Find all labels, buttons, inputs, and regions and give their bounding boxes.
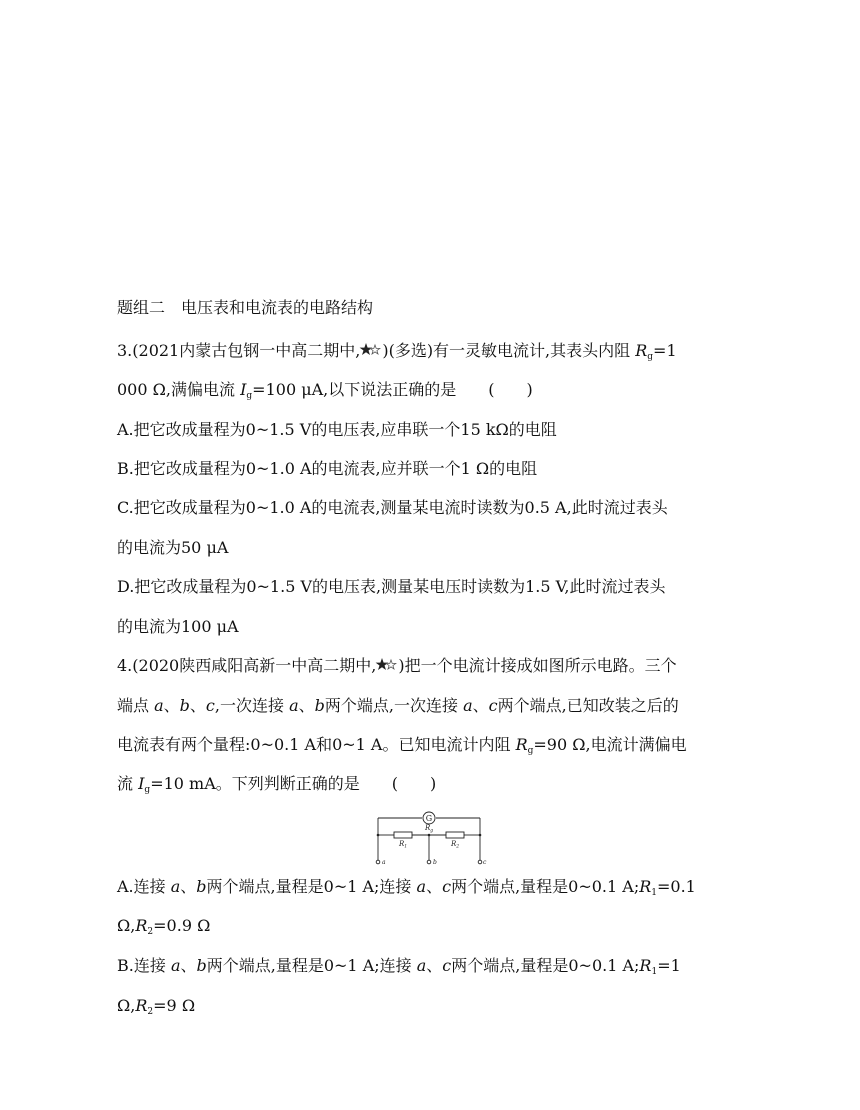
- junction-mid-icon: [428, 834, 431, 837]
- q4-option-a-line-1: A.连接 a、b两个端点,量程是0~1 A;连接 a、c两个端点,量程是0~0.1 $A;R_1=0.1$: [117, 877, 696, 898]
- q3-option-b: B.把它改成量程为0~1.0 A的电流表,应并联一个1 Ω的电阻: [117, 459, 538, 478]
- terminal-b-icon: [427, 860, 431, 864]
- terminal-a-icon: [376, 860, 380, 864]
- circuit-diagram: [372, 806, 486, 868]
- q4-line-4: 流 $I_g=10$ mA。下列判断正确的是 ( ): [117, 774, 437, 795]
- q4-option-b-line-2: $\Omega,R_2=9$ Ω: [117, 996, 196, 1017]
- q4-line-1: 4.(2020陕西咸阳高新一中高二期中, )把一个电流计接成如图所示电路。三个: [117, 656, 677, 675]
- q4-line-3: 电流表有两个量程:0~0.1 A和0~1 A。已知电流计内阻 $R_g=90$ Ω,电流计满偏电: [117, 735, 687, 756]
- difficulty-star-icon: [360, 342, 382, 358]
- terminal-a-label: a: [382, 859, 386, 866]
- q4-line-2: 端点 a、b、c,一次连接 a、b两个端点,一次连接 a、c两个端点,已知改装之后的: [117, 696, 679, 715]
- q3-option-a: A.把它改成量程为0~1.5 V的电压表,应串联一个15 kΩ的电阻: [117, 420, 557, 439]
- q3-line-1: 3.(2021内蒙古包钢一中高二期中, )(多选)有一灵敏电流计,其表头内阻 $R_g=1$: [117, 341, 677, 362]
- terminal-c-icon: [478, 860, 482, 864]
- section-heading: 题组二 电压表和电流表的电路结构: [117, 298, 374, 317]
- rg-label: $R_g$: [425, 824, 434, 834]
- q4-option-b-line-1: B.连接 a、b两个端点,量程是0~1 A;连接 a、c两个端点,量程是0~0.1 $A;R_1=1$: [117, 956, 681, 977]
- resistor-r1-icon: [394, 832, 412, 838]
- q3-option-d-line-2: 的电流为100 μA: [117, 617, 239, 636]
- q3-option-d-line-1: D.把它改成量程为0~1.5 V的电压表,测量某电压时读数为1.5 V,此时流过表头: [117, 577, 666, 596]
- junction-left-icon: [377, 834, 380, 837]
- q3-option-c-line-1: C.把它改成量程为0~1.0 A的电流表,测量某电流时读数为0.5 A,此时流过表头: [117, 498, 668, 517]
- q3-option-c-line-2: 的电流为50 μA: [117, 538, 229, 557]
- q3-line-2: 000 Ω,满偏电流 $I_g=100$ μA,以下说法正确的是 ( ): [117, 380, 533, 401]
- terminal-b-label: b: [433, 859, 437, 866]
- meter-label: G: [425, 814, 433, 823]
- q4-option-a-line-2: $\Omega,R_2=0.9$ Ω: [117, 916, 211, 937]
- junction-right-icon: [479, 834, 482, 837]
- r1-label: $R_1$: [399, 840, 408, 850]
- terminal-c-label: c: [483, 859, 487, 866]
- resistor-r2-icon: [446, 832, 464, 838]
- difficulty-star-icon: [376, 657, 398, 673]
- r2-label: $R_2$: [451, 840, 460, 850]
